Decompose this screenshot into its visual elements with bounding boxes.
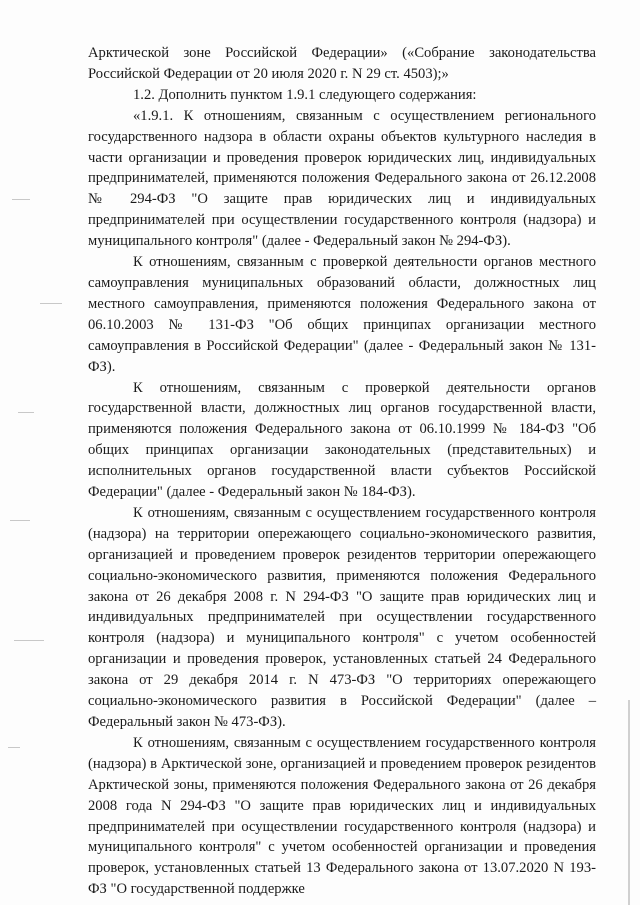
paragraph-item-1-9-1: «1.9.1. К отношениям, связанным с осуществлением регионального государственного надзора в области охраны объектов культурного наследия в части организации и проведения проверок юридических лиц, индивидуальных предпринимателей, применяются положения Федерального закона от 26.12.2008 № 294-ФЗ "О защите прав юридических лиц и индивидуальных предпринимателей при осуществлении государственного контроля (надзора) и муниципального контроля" (далее - Федеральный закон № 294-ФЗ). xyxy=(88,107,596,250)
paragraph-local-self-government: К отношениям, связанным с проверкой деятельности органов местного самоуправления муниципальных образований области, должностных лиц местного самоуправления, применяются положения Федерального закона от 06.10.2003 № 131-ФЗ "Об общих принципах организации местного самоуправления в Российской Федерации" (далее - Федеральный закон № 131-ФЗ). xyxy=(88,254,596,375)
paragraph-item-1-2: 1.2. Дополнить пунктом 1.9.1 следующего содержания: xyxy=(133,86,477,103)
paragraph-state-authorities: К отношениям, связанным с проверкой деятельности органов государственной власти, должностных лиц органов государственной власти, применяются положения Федерального закона от 06.10.1999 № 184-ФЗ "Об общих принципах организации законодательных (представительных) и исполнительных органов государственной власти субъектов Российской Федерации" (далее - Федеральный закон № 184-ФЗ). xyxy=(88,379,596,501)
paragraph-continuation: Арктической зоне Российской Федерации» («Собрание законодательства Российской Федерации от 20 июля 2020 г. N 29 ст. 4503);» xyxy=(88,45,596,82)
scan-artifact xyxy=(10,520,30,521)
scan-edge-artifact xyxy=(628,700,630,905)
scan-artifact xyxy=(18,412,34,413)
paragraph-advanced-development-territory: К отношениям, связанным с осуществлением государственного контроля (надзора) на территории опережающего социально-экономического развития, организацией и проведением проверок резидентов территории опережающего социально-экономического развития, применяются положения Федерального закона от 26 декабря 2008 г. N 294-ФЗ "О защите прав юридических лиц и индивидуальных предпринимателей при осуществлении государственного контроля (надзора) и муниципального контроля" с учетом особенностей организации и проведения проверок, установленных статьей 24 Федерального закона от 29 декабря 2014 г. N 473-ФЗ "О территориях опережающего социально-экономического развития в Российской Федерации" (далее – Федеральный закон № 473-ФЗ). xyxy=(88,504,596,730)
scan-artifact xyxy=(40,303,62,304)
scan-artifact xyxy=(14,640,44,641)
paragraph-arctic-zone: К отношениям, связанным с осуществлением государственного контроля (надзора) в Арктической зоне, организацией и проведением проверок резидентов Арктической зоны, применяются положения Федерального закона от 26 декабря 2008 года N 294-ФЗ "О защите прав юридических лиц и индивидуальных предпринимателей при осуществлении государственного контроля (надзора) и муниципального контроля" с учетом особенностей организации и проведения проверок, установленных статьей 13 Федерального закона от 13.07.2020 N 193-ФЗ "О государственной поддержке xyxy=(88,734,596,898)
scan-artifact xyxy=(8,747,20,748)
document-body xyxy=(88,43,596,900)
scan-artifact xyxy=(12,199,30,200)
